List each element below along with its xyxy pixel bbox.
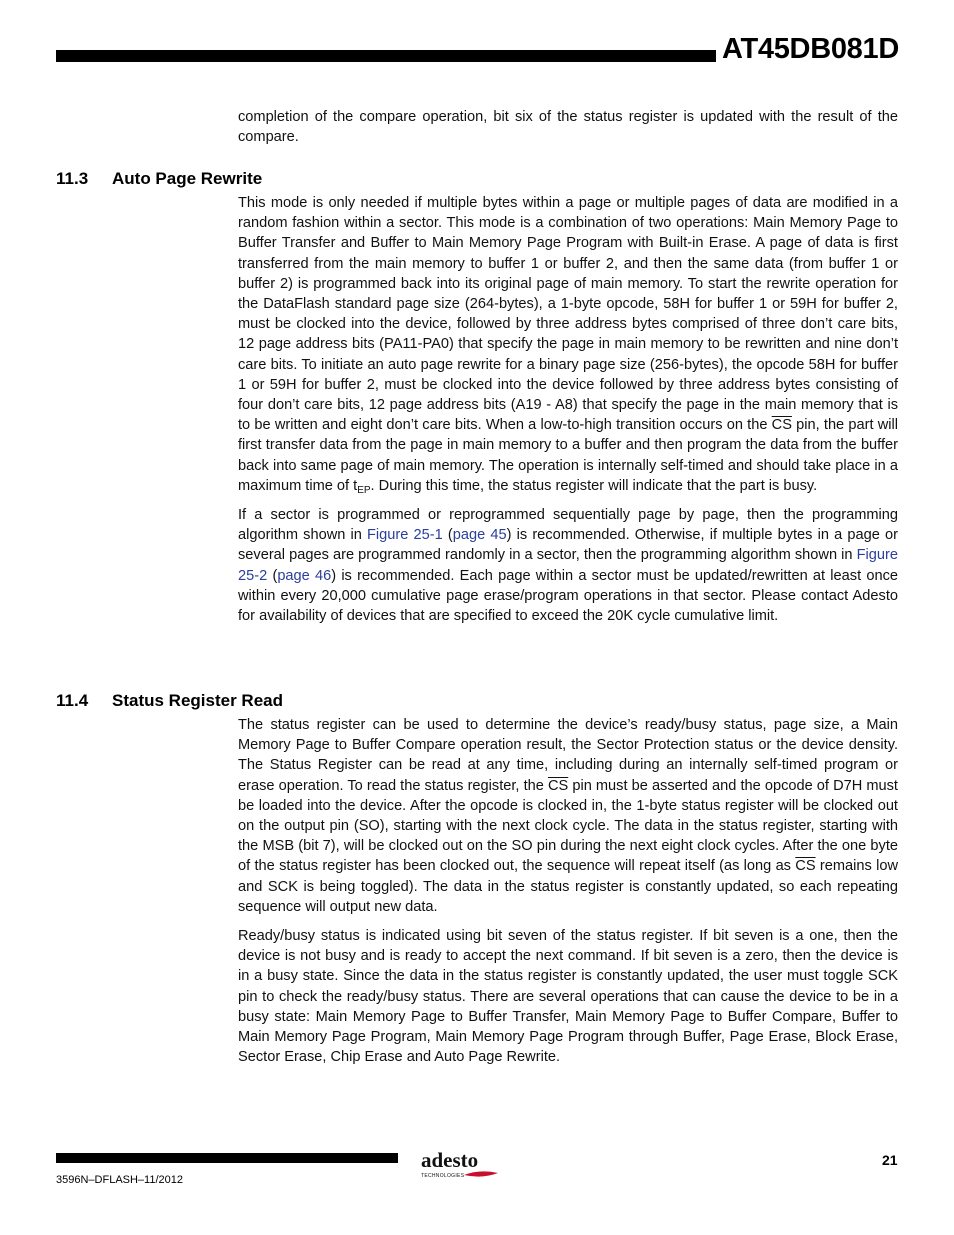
section-heading-11-4 bbox=[56, 691, 283, 711]
section-title: Status Register Read bbox=[112, 691, 283, 710]
text-run: pin must be asserted and the opcode of D7H must be loaded into the device. After the opcode is clocked in, the 1-byte status register will be clocked out on the output pin (SO), starting with the next clock cycle. The data in the status register, starting with the MSB (bit 7), will be clocked out on the SO pin during the next eight clock cycles. After the one byte of the status register has been clocked out, the sequence will repeat itself (as long as bbox=[238, 777, 898, 875]
logo-swoosh-icon bbox=[464, 1171, 498, 1176]
cs-signal: $\overline{CS}$ bbox=[771, 417, 792, 434]
text-run: ( bbox=[267, 567, 278, 584]
section-11-4-body bbox=[238, 715, 898, 1067]
text-run: The status register can be used to determine the device’s ready/busy status, page size, a Main Memory Page to Buffer Compare operation result, the Sector Protection status or the device density. The Status Register can be read at any time, including during an internally self-timed program or erase operation. To read the status register, the bbox=[238, 717, 898, 794]
section-11-3-body bbox=[238, 193, 898, 626]
cs-signal: $\overline{CS}$ bbox=[547, 777, 569, 794]
page-46-link[interactable]: page 46 bbox=[277, 567, 332, 584]
tep-subscript: EP bbox=[357, 484, 371, 496]
figure-25-1-link[interactable]: Figure 25-1 bbox=[367, 527, 443, 544]
logo-wordmark: adesto bbox=[421, 1148, 479, 1172]
footer-rule bbox=[56, 1153, 398, 1163]
text-run: This mode is only needed if multiple bytes within a page or multiple pages of data are modified in a random fashion within a sector. This mode is a combination of two operations: Main Memory Page to Buffer Transfer and Buffer to Main Memory Page Program with Built-in Erase. A page of data is first transferred from the main memory to buffer 1 or buffer 2, and then the same data (from buffer 1 or buffer 2) is programmed back into its original page of main memory. To start the rewrite operation for the DataFlash standard page size (264-bytes), a 1-byte opcode, 58H for buffer 1 or 59H for buffer 2, must be clocked into the device, followed by three address bytes comprised of three don’t care bits, 12 page address bits (PA11-PA0) that specify the page in main memory to be rewritten and nine don’t care bits. To initiate an auto page rewrite for a binary page size (256-bytes), the opcode 58H for buffer 1 or 59H for buffer 2, must be clocked into the device followed by three address bytes consisting of four don’t care bits, 12 page address bits (A19 - A8) that specify the page in the main memory that is to be written and eight don’t care bits. When a low-to-high transition occurs on the bbox=[238, 195, 898, 434]
text-run: ) is recommended. Each page within a sector must be updated/rewritten at least once within every 20,000 cumulative page erase/program operations in that sector. Please contact Adesto for availability of devices that are specified to exceed the 20K cycle cumulative limit. bbox=[238, 567, 898, 625]
status-register-paragraph-2: Ready/busy status is indicated using bit seven of the status register. If bit seven is a one, then the device is not busy and is ready to accept the next command. If bit seven is a zero, then the device is in a busy state. Since the data in the status register is constantly updated, the user must toggle SCK pin to check the ready/busy status. There are several operations that can cause the device to be in a busy state: Main Memory Page to Buffer Transfer, Main Memory Page to Buffer Compare, Buffer to Main Memory Page Program, Main Memory Page Program through Buffer, Page Erase, Block Erase, Sector Erase, Chip Erase and Auto Page Rewrite. bbox=[238, 928, 898, 1066]
status-register-paragraph-1 bbox=[238, 715, 898, 917]
text-run: ( bbox=[442, 527, 453, 544]
intro-paragraph: completion of the compare operation, bit six of the status register is updated with the result of the compare. bbox=[238, 109, 898, 146]
figure-25-2-link[interactable]: Figure 25-2 bbox=[238, 547, 898, 584]
text-run: remains low and SCK is being toggled). The data in the status register is constantly updated, so each repeating sequence will output new data. bbox=[238, 858, 898, 915]
text-run: pin, the part will first transfer data from the page in main memory to a buffer and then program the data from the buffer back into same page of main memory. The operation is internally self-timed and should take place in a maximum time of t bbox=[238, 417, 899, 494]
logo-subtext: TECHNOLOGIES bbox=[421, 1173, 465, 1179]
text-run: ) is recommended. Otherwise, if multiple bytes in a page or several pages are programmed randomly in a sector, then the programming algorithm shown in bbox=[238, 527, 898, 564]
intro-block bbox=[238, 107, 898, 147]
cs-signal: $\overline{CS}$ bbox=[795, 858, 816, 875]
section-title: Auto Page Rewrite bbox=[112, 169, 263, 188]
auto-page-rewrite-paragraph-2 bbox=[238, 505, 898, 626]
text-run: If a sector is programmed or reprogrammed sequentially page by page, then the programming algorithm shown in bbox=[238, 507, 898, 544]
text-run: . During this time, the status register will indicate that the part is busy. bbox=[370, 477, 818, 494]
document-title: AT45DB081D bbox=[722, 33, 899, 65]
section-number: 11.3 bbox=[56, 169, 89, 188]
header-rule bbox=[56, 50, 716, 62]
document-code: 3596N–DFLASH–11/2012 bbox=[56, 1174, 183, 1186]
page-number: 21 bbox=[882, 1152, 898, 1168]
adesto-logo bbox=[420, 1148, 502, 1182]
section-number: 11.4 bbox=[56, 691, 89, 710]
auto-page-rewrite-paragraph-1 bbox=[238, 193, 898, 496]
section-heading-11-3 bbox=[56, 169, 262, 189]
page-45-link[interactable]: page 45 bbox=[452, 527, 507, 544]
